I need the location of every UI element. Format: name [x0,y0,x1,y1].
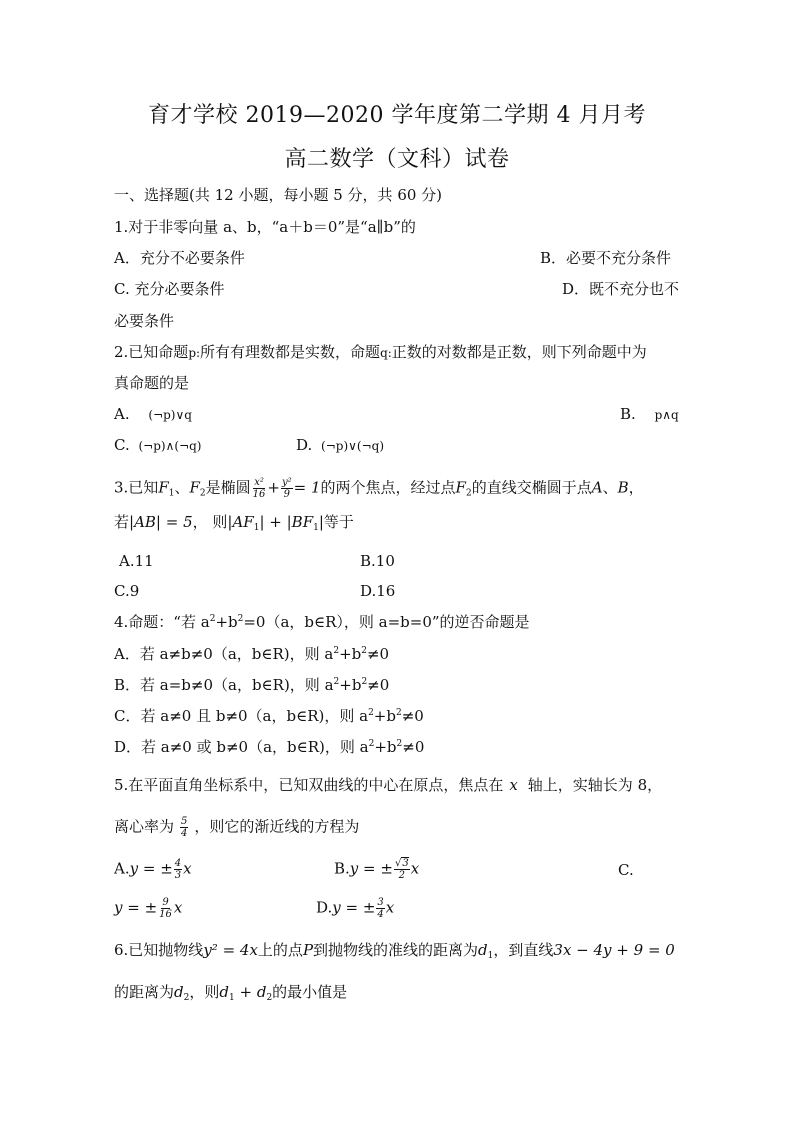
q3-sum-af: |AF [227,513,254,531]
q5-option-b-x: x [410,859,420,878]
q5-option-b-label: B. [334,859,350,878]
q2-option-a-expr: (¬p)∨q [148,408,192,422]
q3-option-d: D.16 [360,582,396,600]
q2-stem-mid: 所有有理数都是实数，命题 [200,343,381,361]
q5-option-b-num: √3 [394,858,409,869]
q5-option-b-y: y = ± [349,859,393,878]
q6-point-p: P [302,941,314,959]
q5-option-d-label: D. [316,898,333,917]
q5-option-c-label: C. [618,861,634,879]
q3-line2-prefix: 若 [114,513,130,531]
q4-option-b-mid: +b [339,676,362,694]
q3-frac-y-den: 9 [283,489,290,500]
q3-sep: 、 [174,478,190,497]
q3-sum-mid: | + |BF [259,513,314,531]
q5-stem [114,775,662,795]
section-heading: 一、选择题(共 12 小题，每小题 5 分，共 60 分) [114,186,443,204]
q5-ecc-frac [180,816,188,839]
q4-stem-mid: +b [215,613,238,631]
q6-d1-sub: 1 [487,951,494,961]
q3-frac-x-num: x² [254,477,264,488]
q3-eq-one: = 1 [293,478,321,497]
q3-line2-mid: ， 则 [192,513,228,531]
q5-option-d-x: x [385,898,395,917]
q1-option-d-cont: 必要条件 [114,312,175,330]
q5-x-axis: x [509,776,518,794]
q5-option-d-frac [376,897,384,920]
q5-option-c [114,897,182,920]
q5-option-d-den: 4 [377,909,384,920]
q4-option-a-mid: +b [339,645,362,663]
q6-stem-mid3: ，到直线 [493,941,554,959]
q2-option-b-expr: p∧q [654,408,679,422]
q5-option-b-den: 2 [398,870,406,881]
q5-option-c-num: 9 [162,897,169,908]
q2-prop-p: p: [188,346,201,360]
q6-stem [114,940,675,960]
q4-option-d-sq1: 2 [368,739,375,749]
q5-stem-end: 轴上，实轴长为 8， [527,776,663,794]
q3-sep2: 、 [602,478,618,497]
q4-option-b-pre: B．若 a=b≠0（a，b∈R)，则 a [114,676,334,694]
q3-option-c: C.9 [114,582,140,600]
q2-option-a [114,404,192,425]
q4-option-a-sq1: 2 [333,646,340,656]
q4-option-c [114,706,424,726]
q5-option-d-y: y = ± [332,898,376,917]
q3-is-ellipse: 是椭圆 [205,478,251,497]
q6-d2-sub: 2 [183,993,190,1003]
q2-stem-line2: 真命题的是 [114,374,190,392]
q3-f2b-sub: 2 [465,488,472,499]
q3-frac-x-den: 16 [252,489,266,500]
q5-ecc-num: 5 [181,816,188,827]
q5-option-a-label: A. [114,859,130,878]
q5-option-a-frac [174,858,182,881]
q6-stem-mid2: 到抛物线的准线的距离为 [313,941,479,959]
q5-option-a [114,858,192,881]
q4-stem [114,612,530,632]
q2-option-d [296,435,384,456]
q5-line2-end: ，则它的渐近线的方程为 [194,817,360,836]
q3-comma: ， [628,478,644,497]
q5-option-c-frac [158,897,173,920]
q1-option-b: B．必要不充分条件 [540,249,672,267]
q4-option-c-sq1: 2 [368,708,374,718]
q5-option-b [334,858,419,881]
q4-option-a-pre: A．若 a≠b≠0（a，b∈R)，则 a [114,645,334,663]
q6-line2-mid: ，则 [189,983,220,1001]
q3-f2b-symbol: F [455,478,466,497]
q2-option-c-expr: (¬p)∧(¬q) [138,439,202,453]
q4-option-c-pre: C．若 a≠0 且 b≠0（a，b∈R)，则 a [114,707,369,725]
q2-stem [114,342,647,363]
q4-stem-end: =0（a，b∈R），则 a=b=0”的逆否命题是 [243,613,530,631]
q3-sum-sub2: 1 [313,523,319,533]
q5-option-c-y: y = ± [114,898,158,917]
q3-f1-sub: 1 [168,488,175,499]
q5-option-b-frac [394,858,410,881]
q2-stem-prefix: 2.已知命题 [114,343,189,361]
q5-option-d-num: 3 [377,897,384,908]
q4-option-d-end: ≠0 [402,738,425,756]
q4-option-c-sq2: 2 [395,708,402,718]
q4-option-a-sq2: 2 [361,646,367,656]
q6-line-eq: 3x − 4y + 9 = 0 [553,941,675,959]
q5-option-b-radicand: 3 [402,858,409,869]
q4-option-a [114,644,389,664]
exam-title: 育才学校 2019—2020 学年度第二学期 4 月月考 [148,103,646,128]
q6-sum-d2-sub: 2 [266,993,273,1003]
q4-option-b-end: ≠0 [367,676,390,694]
q4-option-c-end: ≠0 [401,707,424,725]
q1-option-a: A．充分不必要条件 [114,249,245,267]
q6-parabola: y² = 4x [203,941,258,959]
q6-stem-pre: 6.已知抛物线 [114,941,204,959]
q6-line2-end: 的最小值是 [272,983,348,1001]
q3-point-b: B [617,478,629,497]
q5-option-a-y: y = ± [129,859,173,878]
q3-sum-sub1: 1 [253,523,260,533]
q5-option-a-x: x [183,859,192,878]
q3-frac-x [252,477,267,500]
q5-option-a-den: 3 [174,870,182,881]
q3-f1-symbol: F [158,478,169,497]
q4-option-d [114,737,424,757]
q2-option-b-label: B. [620,405,636,423]
exam-subtitle: 高二数学（文科）试卷 [284,147,510,172]
q4-option-d-mid: +b [374,738,397,756]
q2-option-d-label: D. [296,436,313,454]
q1-option-c: C. 充分必要条件 [114,280,225,298]
q2-option-d-expr: (¬p)∨(¬q) [321,439,385,453]
q3-plus: + [267,478,280,497]
q3-option-a: A.11 [119,552,154,570]
q5-option-c-x: x [173,898,183,917]
q3-point-a: A [591,478,603,497]
q3-sum-end: | [318,513,324,531]
q6-sum-plus: + [234,983,257,1001]
q1-option-d: D．既不充分也不 [562,280,680,298]
q5-line2 [114,816,359,839]
q3-line2-end: 等于 [323,513,354,531]
q3-f2-sub: 2 [199,488,206,499]
q2-option-c [114,435,201,456]
q3-frac-y-num: y² [281,477,292,488]
q4-option-b [114,675,389,695]
q4-stem-pre: 4.命题：“若 a [114,613,210,631]
q4-stem-sq2: 2 [237,614,244,624]
q3-f2-symbol: F [189,478,200,497]
q3-mid: 的两个焦点，经过点 [320,478,456,497]
q6-d2: d [174,983,184,1001]
q6-stem-mid: 上的点 [257,941,303,959]
q4-option-d-pre: D．若 a≠0 或 b≠0（a，b∈R)，则 a [114,738,369,756]
q5-line2-pre: 离心率为 [114,817,175,836]
q6-line2-pre: 的距离为 [114,983,175,1001]
q2-prop-q: q: [380,346,392,360]
q6-sum-d1-sub: 1 [228,993,235,1003]
q4-option-c-mid: +b [373,707,396,725]
q2-option-b [620,404,679,425]
q2-stem-end: 正数的对数都是正数，则下列命题中为 [391,343,647,361]
q6-d1: d [478,941,488,959]
q5-ecc-den: 4 [181,828,188,839]
q5-option-d [316,897,394,920]
q3-line2 [114,512,354,532]
q3-ab-expr: |AB| = 5 [129,513,193,531]
q3-frac-y [281,477,293,500]
q3-stem [114,477,644,500]
q6-sum-d1: d [219,983,229,1001]
q4-option-b-sq1: 2 [333,677,340,687]
q2-option-c-label: C. [114,436,130,454]
q3-prefix: 3.已知 [114,478,159,497]
q4-stem-sq1: 2 [209,614,216,624]
q1-stem: 1.对于非零向量 a、b，“a＋b＝0”是“a∥b”的 [114,218,416,236]
q4-option-d-sq2: 2 [396,739,403,749]
q5-option-a-num: 4 [174,858,182,869]
q4-option-b-sq2: 2 [361,677,368,687]
q3-option-b: B.10 [360,552,395,570]
q5-stem-pre: 5.在平面直角坐标系中，已知双曲线的中心在原点，焦点在 [114,776,504,794]
q5-option-c-den: 16 [159,909,172,920]
q4-option-a-end: ≠0 [366,645,390,663]
q3-mid2: 的直线交椭圆于点 [471,478,592,497]
q2-option-a-label: A. [114,405,130,423]
q6-line2 [114,982,347,1002]
q6-sum-d2: d [256,983,267,1001]
